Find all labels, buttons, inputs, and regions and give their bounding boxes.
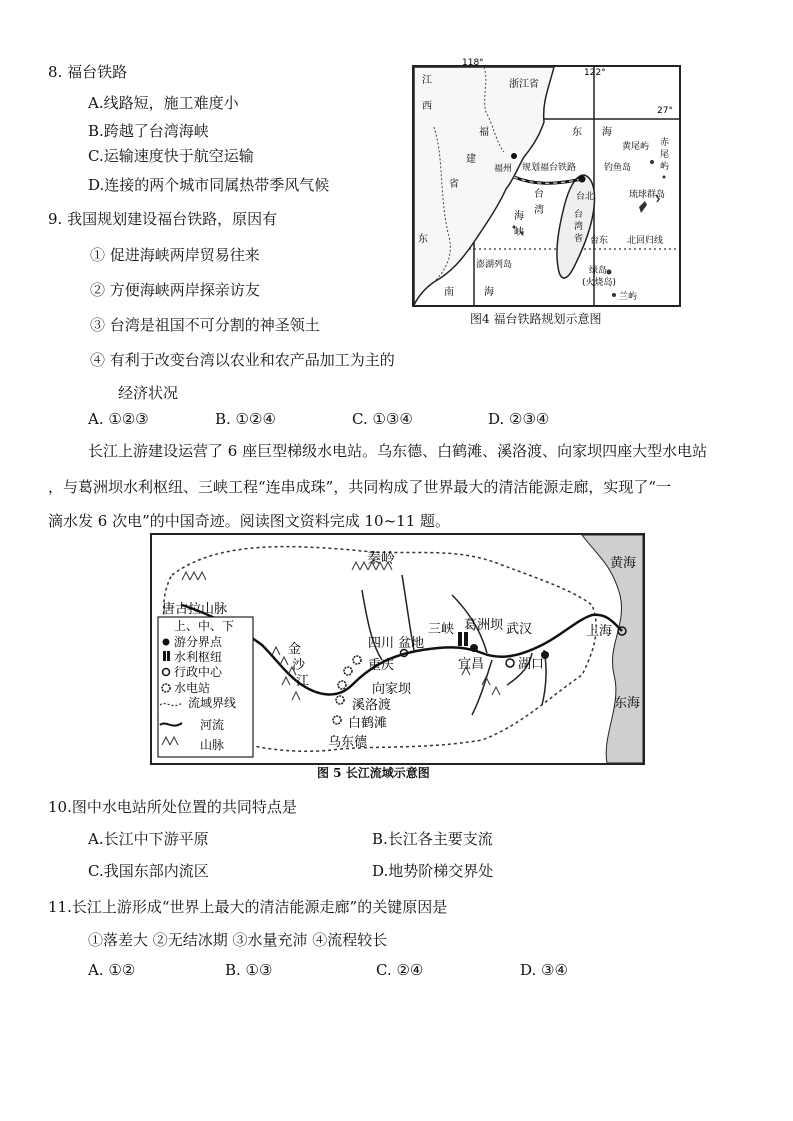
fig4-label-dong2: 东 — [418, 234, 428, 245]
q8-option-a[interactable]: A.线路短，施工难度小 — [88, 94, 239, 112]
q10-option-c[interactable]: C.我国东部内流区 — [88, 862, 209, 880]
fig4-label-lanyu: 兰屿 — [619, 292, 638, 302]
q8-option-b[interactable]: B.跨越了台湾海峡 — [88, 122, 209, 140]
fig4-label-taiwansheng-1: 台 — [574, 210, 584, 220]
fig5-legend-l6: 流域界线 — [188, 696, 237, 710]
fig4-label-nan: 南 — [444, 287, 454, 298]
fig4-map — [412, 58, 681, 307]
q8-option-d[interactable]: D.连接的两个城市同属热带季风气候 — [88, 176, 330, 194]
fig4-label-jiangxi-1: 江 — [422, 75, 432, 86]
fig5-label-jinsha-2: 沙 — [292, 658, 306, 673]
fig5-label-huanghai: 黄海 — [610, 556, 637, 571]
fig5-label-gezhouba: 葛洲坝 — [464, 618, 504, 633]
fig5-label-shanghai: 上海 — [586, 624, 613, 639]
q11-option-b[interactable]: B. ①③ — [225, 961, 273, 979]
fig5-label-sanxia: 三峡 — [428, 622, 455, 637]
q9-option-b[interactable]: B. ①②④ — [215, 410, 276, 428]
q11-statements: ①落差大 ②无结冰期 ③水量充沛 ④流程较长 — [88, 931, 388, 949]
fig4-label-fuzhou: 福州 — [494, 164, 513, 174]
fig4-label-chiwei-1: 赤 — [660, 138, 670, 148]
fig5-legend-l7: 河流 — [200, 718, 225, 732]
q11-option-d[interactable]: D. ③④ — [520, 961, 568, 979]
fig4-label-lvdao-2: (火烧岛) — [582, 278, 617, 288]
q9-statement-3: ③ 台湾是祖国不可分割的神圣领土 — [90, 316, 320, 334]
fig5-label-chongqing: 重庆 — [368, 658, 395, 673]
fig4-label-haixia-2: 峡 — [514, 227, 524, 238]
fig4-label-wan: 湾 — [534, 205, 544, 216]
q10-option-b[interactable]: B.长江各主要支流 — [372, 830, 493, 848]
fig5-legend-l4: 行政中心 — [174, 665, 223, 679]
fig4-label-haixia-1: 海 — [514, 211, 524, 222]
fig4-label-hai: 海 — [602, 127, 612, 138]
fig5-label-baihetan: 白鹤滩 — [348, 716, 388, 731]
fig5-legend-l5: 水电站 — [174, 681, 211, 695]
fig4-label-zhejiang: 浙江省 — [509, 79, 539, 90]
fig5-label-sichuan: 四川 盆地 — [368, 636, 425, 651]
fig4-label-sheng: 省 — [449, 179, 459, 190]
fig5-legend-l8: 山脉 — [200, 738, 225, 752]
fig4-label-taiwansheng-2: 湾 — [574, 222, 584, 232]
fig5-caption: 图 5 长江流域示意图 — [317, 766, 430, 780]
fig5-label-donghai: 东海 — [614, 696, 641, 711]
fig4-lat-27: 27° — [657, 106, 673, 116]
fig5-legend-l2: 游分界点 — [174, 635, 223, 649]
fig4-label-beiguixian: 北回归线 — [627, 236, 664, 246]
passage-line-1: 长江上游建设运营了 6 座巨型梯级水电站。乌东德、白鹤滩、溪洛渡、向家坝四座大型水电站 — [88, 442, 708, 460]
q9-stem: 9. 我国规划建设福台铁路，原因有 — [48, 210, 278, 228]
fig4-label-fu: 福 — [479, 127, 489, 138]
fig4-caption: 图4 福台铁路规划示意图 — [470, 312, 602, 326]
fig4-label-taidong: 台东 — [590, 236, 609, 246]
fig5-label-wudongde: 乌东德 — [328, 735, 368, 750]
fig5-label-yichang: 宜昌 — [458, 657, 485, 672]
q9-statement-4: ④ 有利于改变台湾以农业和农产品加工为主的 — [90, 351, 395, 369]
fig4-label-chiwei-3: 屿 — [660, 162, 670, 172]
fig5-label-jinsha-3: 江 — [296, 674, 310, 689]
fig4-label-jian: 建 — [466, 154, 476, 165]
passage-line-3: 滴水发 6 次电”的中国奇迹。阅读图文资料完成 10~11 题。 — [48, 512, 451, 530]
q11-option-c[interactable]: C. ②④ — [376, 961, 424, 979]
q10-option-d[interactable]: D.地势阶梯交界处 — [372, 862, 494, 880]
fig4-map-drawing — [414, 58, 679, 305]
fig4-label-lvdao-1: 绿岛 — [589, 266, 608, 276]
q9-statement-2: ② 方便海峡两岸探亲访友 — [90, 281, 260, 299]
q8-stem: 8. 福台铁路 — [48, 63, 128, 81]
q9-option-a[interactable]: A. ①②③ — [88, 410, 149, 428]
fig5-label-xiangjiaba: 向家坝 — [372, 682, 412, 697]
passage-line-2: ，与葛洲坝水利枢纽、三峡工程“连串成珠”，共同构成了世界最大的清洁能源走廊，实现了“一 — [48, 478, 672, 496]
q10-option-a[interactable]: A.长江中下游平原 — [88, 830, 209, 848]
q8-option-c[interactable]: C.运输速度快于航空运输 — [88, 147, 254, 165]
fig4-label-diaoyu: 钓鱼岛 — [604, 163, 632, 173]
fig4-lon-122: 122° — [584, 68, 606, 78]
fig5-label-wuhan: 武汉 — [506, 622, 533, 637]
fig5-label-jinsha-1: 金 — [288, 642, 302, 657]
fig5-map — [150, 533, 645, 765]
fig4-label-dong: 东 — [572, 127, 582, 138]
fig4-label-penghu: 澎湖列岛 — [476, 260, 513, 270]
q10-stem: 10.图中水电站所处位置的共同特点是 — [48, 798, 297, 816]
fig4-label-taibei: 台北 — [576, 192, 595, 202]
fig5-legend-l1: 上、中、下 — [174, 619, 235, 633]
fig4-label-hai-south: 海 — [484, 287, 494, 298]
fig5-label-tanggula: 唐古拉山脉 — [162, 602, 228, 617]
fig4-label-jiangxi-2: 西 — [422, 101, 432, 112]
q11-option-a[interactable]: A. ①② — [88, 961, 136, 979]
fig4-label-taiwansheng-3: 省 — [574, 234, 584, 244]
fig4-lon-118: 118° — [462, 58, 484, 68]
fig4-label-huangwei: 黄尾屿 — [622, 142, 650, 152]
q9-option-c[interactable]: C. ①③④ — [352, 410, 413, 428]
fig5-map-drawing — [152, 535, 643, 763]
fig4-label-rail: 规划福台铁路 — [522, 163, 577, 173]
fig5-legend-l3: 水利枢纽 — [174, 650, 223, 664]
fig5-label-hukou: 湖口 — [518, 657, 545, 672]
q9-statement-1: ① 促进海峡两岸贸易往来 — [90, 246, 260, 264]
q9-option-d[interactable]: D. ②③④ — [488, 410, 550, 428]
fig4-label-tai: 台 — [534, 189, 544, 200]
fig5-label-xiluodu: 溪洛渡 — [352, 698, 392, 713]
fig4-label-liuqiu: 琉球群岛 — [629, 190, 666, 200]
fig5-label-qinling: 秦岭 — [367, 551, 395, 567]
q11-stem: 11.长江上游形成“世界上最大的清洁能源走廊”的关键原因是 — [48, 898, 448, 916]
q9-statement-4-cont: 经济状况 — [118, 384, 179, 402]
fig4-label-chiwei-2: 尾 — [660, 150, 670, 160]
